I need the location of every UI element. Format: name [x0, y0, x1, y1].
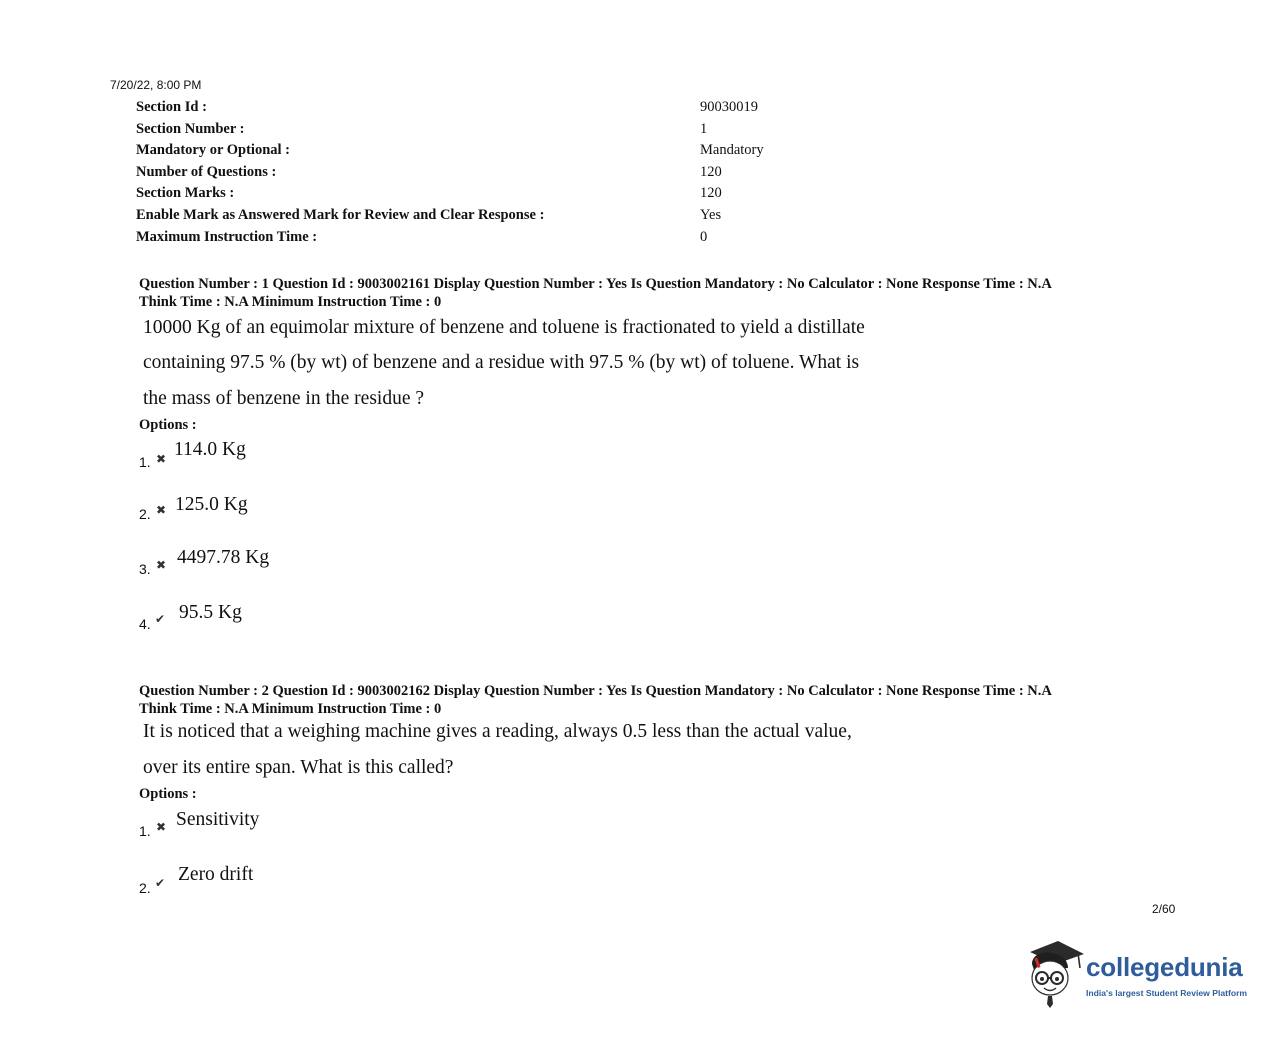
meta-value: 120: [700, 185, 722, 201]
collegedunia-logo: [1022, 938, 1262, 1010]
student-mascot-icon: [1022, 938, 1086, 1010]
question-header: [139, 683, 1149, 718]
option-number: 1.: [139, 454, 151, 470]
section-number-row: [136, 121, 816, 141]
option-number: 2.: [139, 880, 151, 896]
meta-value: Mandatory: [700, 142, 764, 158]
option-number: 1.: [139, 823, 151, 839]
question-text-line: 10000 Kg of an equimolar mixture of benzene and toluene is fractionated to yield a distillate: [143, 317, 865, 338]
meta-label: Maximum Instruction Time :: [136, 229, 318, 245]
option-text: Zero drift: [178, 864, 254, 885]
wrong-mark-icon: ✖: [156, 503, 167, 517]
correct-check-icon: ✔: [155, 876, 166, 890]
option-text: 125.0 Kg: [175, 494, 248, 515]
section-id-row: [136, 99, 816, 119]
wrong-mark-icon: ✖: [156, 820, 167, 834]
meta-value: Yes: [700, 207, 722, 223]
page-number: 2/60: [1152, 902, 1176, 916]
brand-name: collegedunia: [1086, 952, 1243, 982]
question-text-line: over its entire span. What is this called?: [143, 757, 454, 778]
question-header-line: Question Number : 1 Question Id : 9003002161 Display Question Number : Yes Is Question Mandatory : No Calculator : None Response Time : N.A: [139, 276, 1052, 292]
question-text-line: containing 97.5 % (by wt) of benzene and a residue with 97.5 % (by wt) of toluene. What is: [143, 352, 860, 373]
meta-value: 90030019: [700, 99, 758, 115]
meta-label: Section Number :: [136, 121, 245, 137]
meta-label: Section Id :: [136, 99, 207, 115]
mandatory-row: [136, 142, 816, 162]
meta-value: 0: [700, 229, 708, 245]
question-header-line: Think Time : N.A Minimum Instruction Time : 0: [139, 293, 442, 310]
option-number: 4.: [139, 616, 151, 632]
brand-tagline: India's largest Student Review Platform: [1086, 988, 1248, 998]
question-text-line: It is noticed that a weighing machine gives a reading, always 0.5 less than the actual value,: [143, 721, 852, 742]
meta-label: Section Marks :: [136, 185, 235, 201]
option-text: 114.0 Kg: [174, 439, 246, 460]
meta-label: Number of Questions :: [136, 164, 277, 180]
meta-value: 1: [700, 121, 708, 137]
question-header: [139, 276, 1149, 311]
options-label: Options :: [139, 417, 197, 433]
print-timestamp: 7/20/22, 8:00 PM: [110, 78, 202, 92]
meta-label: Enable Mark as Answered Mark for Review and Clear Response :: [136, 207, 545, 223]
question-text-line: the mass of benzene in the residue ?: [143, 388, 425, 409]
question-header-line: Think Time : N.A Minimum Instruction Time : 0: [139, 700, 442, 717]
wrong-mark-icon: ✖: [156, 558, 167, 572]
enable-mark-row: [136, 207, 816, 227]
question-header-line: Question Number : 2 Question Id : 9003002162 Display Question Number : Yes Is Question Mandatory : No Calculator : None Response Time : N.A: [139, 683, 1052, 699]
option-text: 4497.78 Kg: [177, 547, 270, 568]
meta-value: 120: [700, 164, 722, 180]
option-number: 2.: [139, 506, 151, 522]
section-marks-row: [136, 185, 816, 205]
option-number: 3.: [139, 561, 151, 577]
meta-label: Mandatory or Optional :: [136, 142, 290, 158]
option-text: 95.5 Kg: [179, 602, 242, 623]
options-label: Options :: [139, 786, 197, 802]
num-questions-row: [136, 164, 816, 184]
correct-check-icon: ✔: [155, 612, 166, 626]
instruction-time-row: [136, 229, 816, 249]
wrong-mark-icon: ✖: [156, 452, 167, 466]
option-text: Sensitivity: [176, 809, 260, 830]
